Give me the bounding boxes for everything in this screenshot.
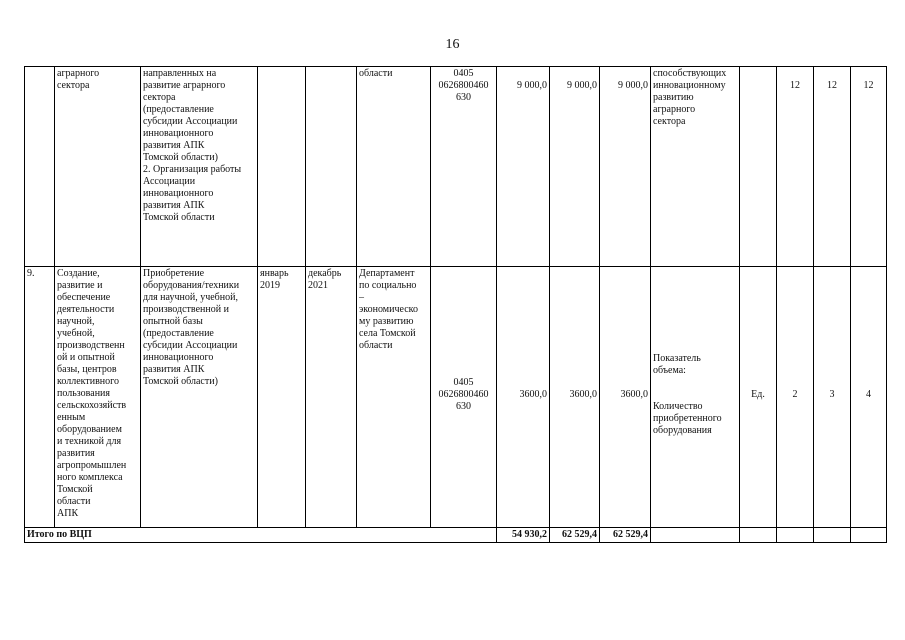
cell-indicator: способствующих инновационному развитию аграрного сектора — [651, 67, 740, 267]
cell-value-2019: 12 — [777, 67, 814, 267]
cell-name: Создание, развитие и обеспечение деятельности научной, учебной, производственн ой и опытной базы, центров коллективного пользования сельскохозяйств енным оборудованием и техникой для развития агропромышлен ного комплекса Томской области АПК — [55, 267, 141, 528]
cell-num — [25, 67, 55, 267]
cell-activity: направленных на развитие аграрного сектора (предоставление субсидии Ассоциации инновационного развития АПК Томской области) 2. Организация работы Ассоциации инновационного развития АПК Томской области — [141, 67, 258, 267]
total-empty-cell — [651, 528, 740, 543]
cell-end: декабрь 2021 — [306, 267, 357, 528]
cell-sum-2020: 9 000,0 — [550, 67, 600, 267]
cell-sum-2019: 3600,0 — [497, 267, 550, 528]
cell-value-2019: 2 — [777, 267, 814, 528]
total-sum-2020: 62 529,4 — [550, 528, 600, 543]
cell-unit: Ед. — [740, 267, 777, 528]
cell-activity: Приобретение оборудования/техники для научной, учебной, производственной и опытной базы (предоставление субсидии Ассоциации инновационного развития АПК Томской области) — [141, 267, 258, 528]
cell-start — [258, 67, 306, 267]
cell-value-2020: 12 — [814, 67, 851, 267]
indicator-description: Количество приобретенного оборудования — [653, 401, 722, 436]
cell-indicator — [651, 267, 740, 528]
cell-kbk: 0405 0626800460 630 — [431, 267, 497, 528]
table-row-9 — [25, 267, 887, 528]
cell-num: 9. — [25, 267, 55, 528]
total-sum-2021: 62 529,4 — [600, 528, 651, 543]
cell-value-2021: 12 — [851, 67, 887, 267]
table-row-total — [25, 528, 887, 543]
table-row-continuation — [25, 67, 887, 267]
total-empty-cell — [814, 528, 851, 543]
cell-executor: области — [357, 67, 431, 267]
total-label: Итого по ВЦП — [25, 528, 497, 543]
cell-sum-2021: 9 000,0 — [600, 67, 651, 267]
total-sum-2019: 54 930,2 — [497, 528, 550, 543]
cell-sum-2021: 3600,0 — [600, 267, 651, 528]
cell-executor: Департамент по социально – экономическо му развитию села Томской области — [357, 267, 431, 528]
page-number: 16 — [445, 37, 460, 52]
total-empty-cell — [851, 528, 887, 543]
cell-unit — [740, 67, 777, 267]
indicator-type: Показатель объема: — [653, 353, 701, 376]
program-table — [24, 66, 887, 543]
cell-kbk: 0405 0626800460 630 — [431, 67, 497, 267]
cell-name: аграрного сектора — [55, 67, 141, 267]
cell-start: январь 2019 — [258, 267, 306, 528]
total-empty-cell — [740, 528, 777, 543]
total-empty-cell — [777, 528, 814, 543]
cell-value-2021: 4 — [851, 267, 887, 528]
cell-value-2020: 3 — [814, 267, 851, 528]
cell-sum-2020: 3600,0 — [550, 267, 600, 528]
cell-end — [306, 67, 357, 267]
cell-sum-2019: 9 000,0 — [497, 67, 550, 267]
